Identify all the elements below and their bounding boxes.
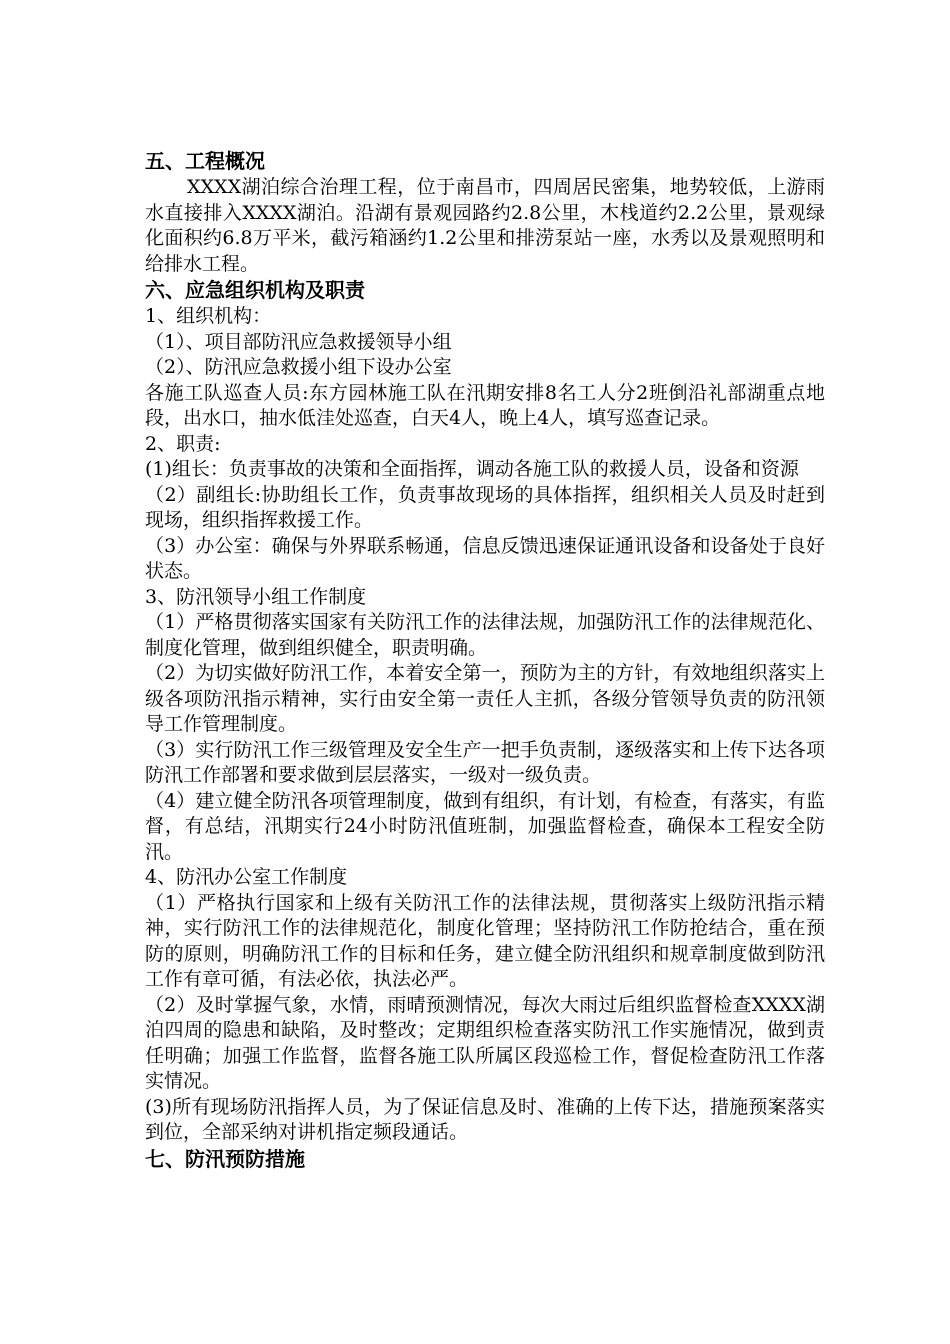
project-overview-paragraph: XXXX湖泊综合治理工程，位于南昌市，四周居民密集，地势较低，上游雨水直接排入XXXX湖泊。沿湖有景观园路约2.8公里，木栈道约2.2公里，景观绿化面积约6.8万平米，截污箱涵约1.2公里和排涝泵站一座，水秀以及景观照明和给排水工程。 xyxy=(145,176,825,275)
duty-deputy-leader: （2）副组长:协助组长工作，负责事故现场的具体指挥，组织相关人员及时赶到现场，组织指挥救援工作。 xyxy=(145,483,825,531)
document-body xyxy=(145,148,825,1173)
leadership-rule-1: （1）严格贯彻落实国家有关防汛工作的法律法规，加强防汛工作的法律规范化、制度化管理，做到组织健全，职责明确。 xyxy=(145,611,825,659)
section-heading-7: 七、防汛预防措施 xyxy=(145,1146,305,1171)
section-heading-6: 六、应急组织机构及职责 xyxy=(145,278,365,302)
office-rule-2: （2）及时掌握气象，水情，雨晴预测情况，每次大雨过后组织监督检查XXXX湖泊四周的隐患和缺陷，及时整改；定期组织检查落实防汛工作实施情况，做到责任明确；加强工作监督，监督各施工队所属区段巡检工作，督促检查防汛工作落实情况。 xyxy=(145,993,825,1092)
office-rule-1: （1）严格执行国家和上级有关防汛工作的法律法规，贯彻落实上级防汛指示精神，实行防汛工作的法律规范化，制度化管理；坚持防汛工作防抢结合，重在预防的原则，明确防汛工作的目标和任务，建立健全防汛组织和规章制度做到防汛工作有章可循，有法必依，执法必严。 xyxy=(145,891,825,990)
subheading-organization: 1、组织机构： xyxy=(145,305,272,327)
leadership-rule-2: （2）为切实做好防汛工作，本着安全第一，预防为主的方针，有效地组织落实上级各项防汛指示精神，实行由安全第一责任人主抓，各级分管领导负责的防汛领导工作管理制度。 xyxy=(145,662,825,735)
subheading-office-rules: 4、防汛办公室工作制度 xyxy=(145,866,348,888)
list-item-org-2: （2）、防汛应急救援小组下设办公室 xyxy=(145,356,452,378)
section-heading-5: 五、工程概况 xyxy=(145,149,265,173)
leadership-rule-3: （3）实行防汛工作三级管理及安全生产一把手负责制，逐级落实和上传下达各项防汛工作部署和要求做到层层落实，一级对一级负责。 xyxy=(145,738,825,786)
office-rule-3: (3)所有现场防汛指挥人员，为了保证信息及时、准确的上传下达，措施预案落实到位，全部采纳对讲机指定频段通话。 xyxy=(145,1095,825,1143)
duty-office: （3）办公室：确保与外界联系畅通，信息反馈迅速保证通讯设备和设备处于良好状态。 xyxy=(145,534,825,582)
leadership-rule-4: （4）建立健全防汛各项管理制度，做到有组织，有计划，有检查，有落实，有监督，有总结，汛期实行24小时防汛值班制，加强监督检查，确保本工程安全防汛。 xyxy=(145,789,825,863)
patrol-staff-paragraph: 各施工队巡查人员:东方园林施工队在汛期安排8名工人分2班倒沿礼部湖重点地段，出水口，抽水低洼处巡查，白天4人，晚上4人，填写巡查记录。 xyxy=(145,381,825,429)
subheading-leadership-rules: 3、防汛领导小组工作制度 xyxy=(145,585,367,608)
list-item-org-1: （1）、项目部防汛应急救援领导小组 xyxy=(145,330,452,353)
subheading-duties: 2、职责: xyxy=(145,432,221,455)
duty-leader: (1)组长：负责事故的决策和全面指挥，调动各施工队的救援人员，设备和资源 xyxy=(145,458,799,480)
